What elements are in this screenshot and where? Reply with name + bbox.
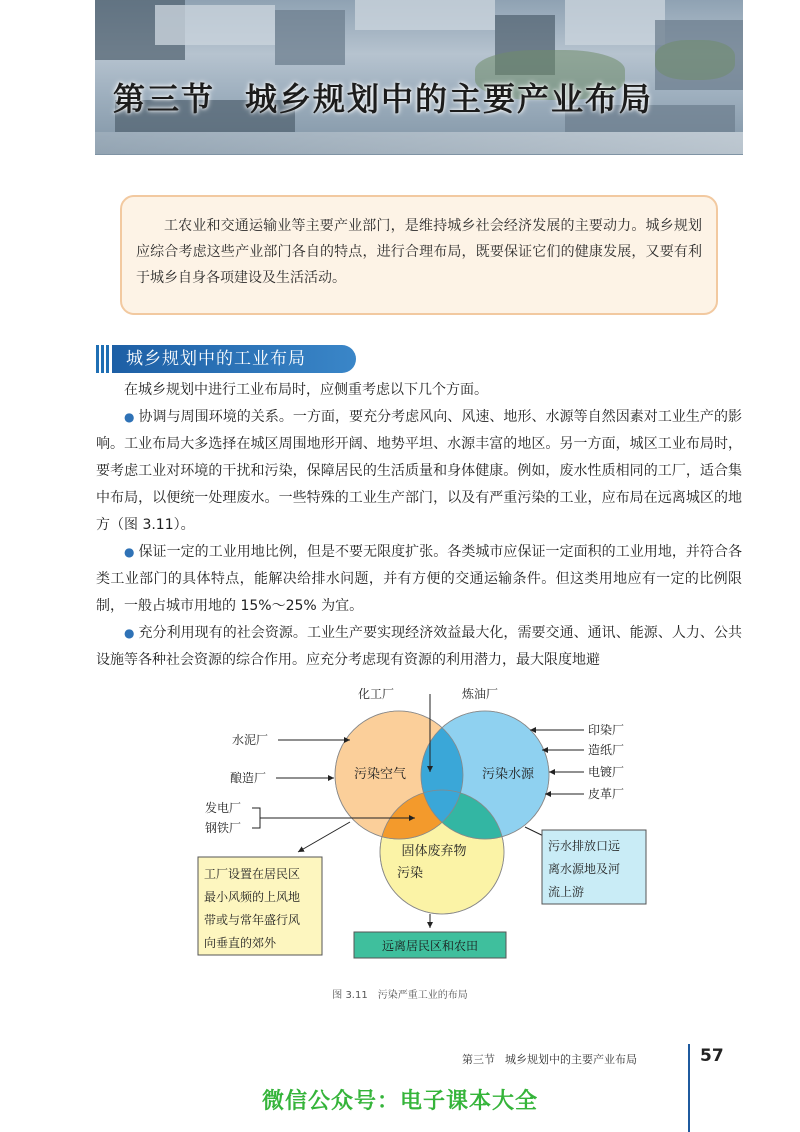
- point-paragraph: [96, 620, 742, 674]
- water-circle-label: 污染水源: [481, 767, 535, 782]
- header-banner: [95, 0, 743, 155]
- point-paragraph: [96, 404, 742, 539]
- footer-section-number: 第三节: [462, 1053, 495, 1066]
- section-title: 城乡规划中的主要产业布局: [245, 80, 654, 118]
- air-circle-label: 污染空气: [353, 767, 407, 782]
- section-heading: [96, 345, 358, 373]
- point-text: 充分利用现有的社会资源。工业生产要实现经济效益最大化，需要交通、通讯、能源、人力、公共设施等各种社会资源的综合作用。应充分考虑现有资源的利用潜力，最大限度地避: [96, 625, 742, 668]
- air-rule-line: 工厂设置在居民区: [204, 867, 301, 881]
- paper-mill-label: 造纸厂: [588, 743, 625, 757]
- banner-dot-strip: [95, 132, 743, 154]
- refinery-label: 炼油厂: [462, 687, 499, 701]
- section-heading-label: 城乡规划中的工业布局: [112, 345, 356, 373]
- power-plant-label: 发电厂: [205, 801, 242, 815]
- footer-title: 城乡规划中的主要产业布局: [505, 1053, 637, 1066]
- air-rule-line: 最小风频的上风地: [204, 890, 301, 904]
- page-number: 57: [700, 1046, 724, 1066]
- section-number: 第三节: [113, 80, 216, 118]
- figure-caption: [0, 986, 800, 1001]
- brewery-label: 酿造厂: [230, 771, 267, 785]
- cement-factory-label: 水泥厂: [232, 733, 269, 747]
- pollution-diagram: [190, 682, 650, 972]
- solid-rule-text: 远离居民区和农田: [381, 939, 479, 953]
- bullet-icon: ●: [124, 626, 135, 640]
- air-rule-line: 带或与常年盛行风: [204, 913, 301, 927]
- water-rule-line: 流上游: [548, 885, 585, 899]
- solid-circle-label: 固体废弃物: [401, 844, 467, 859]
- steel-plant-label: 钢铁厂: [205, 821, 242, 835]
- figure-caption-text: 污染严重工业的布局: [377, 990, 468, 1001]
- water-rule-line: 离水源地及河: [548, 862, 621, 876]
- tannery-label: 皮革厂: [588, 787, 625, 801]
- bullet-icon: ●: [124, 545, 135, 559]
- air-rule-line: 向垂直的郊外: [204, 936, 277, 950]
- intro-box: [120, 195, 718, 315]
- dye-factory-label: 印染厂: [588, 723, 625, 737]
- intro-text: 工农业和交通运输业等主要产业部门，是维持城乡社会经济发展的主要动力。城乡规划应综合考虑这些产业部门各自的特点，进行合理布局，既要保证它们的健康发展，又要有利于城乡自身各项建设及生活活动。: [136, 218, 702, 286]
- running-footer: [462, 1051, 637, 1067]
- section-body: [96, 377, 742, 674]
- lead-paragraph: 在城乡规划中进行工业布局时，应侧重考虑以下几个方面。: [124, 382, 488, 398]
- water-rule-line: 污水排放口远: [548, 839, 621, 853]
- point-text: 保证一定的工业用地比例，但是不要无限度扩张。各类城市应保证一定面积的工业用地，并符合各类工业部门的具体特点，能解决给排水问题，并有方便的交通运输条件。但这类用地应有一定的比例限制，一般占城市用地的 15%～25% 为宜。: [96, 544, 742, 614]
- page-title: [113, 74, 653, 120]
- solid-circle-label: 污染: [396, 866, 424, 881]
- watermark: 微信公众号：电子课本大全: [261, 1089, 538, 1114]
- point-paragraph: [96, 539, 742, 620]
- figure-number: 图 3.11: [332, 990, 368, 1001]
- point-text: 协调与周围环境的关系。一方面，要充分考虑风向、风速、地形、水源等自然因素对工业生产的影响。工业布局大多选择在城区周围地形开阔、地势平坦、水源丰富的地区。另一方面，城区工业布局时，要考虑工业对环境的干扰和污染，保障居民的生活质量和身体健康。例如，废水性质相同的工厂，适合集中布局，以便统一处理废水。一些特殊的工业生产部门，以及有严重污染的工业，应布局在远离城区的地方（图 3.11）。: [96, 409, 742, 533]
- bullet-icon: ●: [124, 410, 135, 424]
- chem-factory-label: 化工厂: [358, 687, 395, 701]
- plating-factory-label: 电镀厂: [588, 765, 625, 779]
